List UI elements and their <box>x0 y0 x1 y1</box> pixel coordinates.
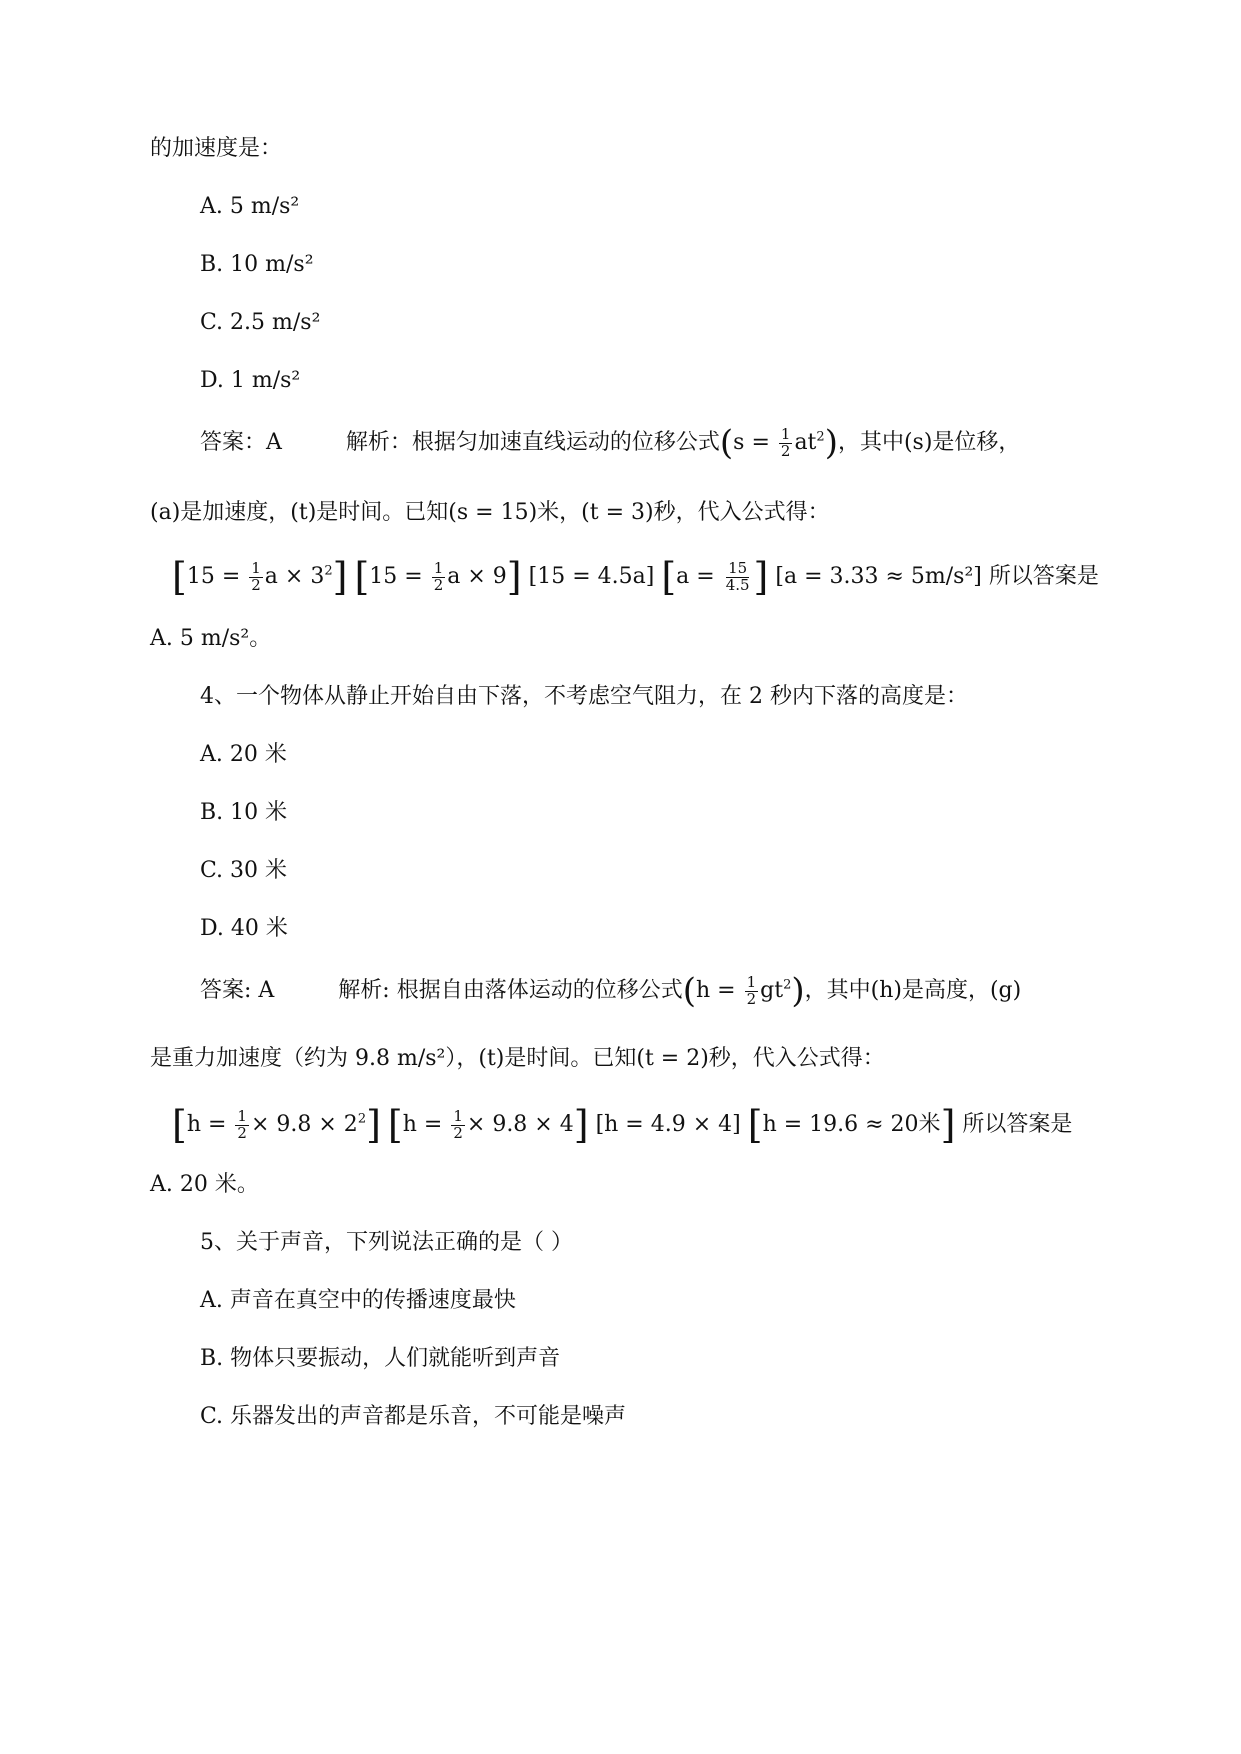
q3-analysis-line2: (a)是加速度，(t)是时间。已知(s = 15)米，(t = 3)秒，代入公式得： <box>150 500 830 525</box>
q3-option-c: C. 2.5 m/s² <box>200 310 321 335</box>
q3-equations: [15 = $\frac{1}{2}$ $a \times 3^2$] [15 = $\frac{1}{2}$ a × 9] [15 = 4.5a] [a = $\frac{15}{4.5}$ ] [a = 3.33 ≈ 5m/s²] 所以答案是 <box>172 555 1099 599</box>
intro-text: 的加速度是： <box>150 136 283 161</box>
q3-answer-line: 答案：A 解析：根据匀加速直线运动的位移公式(s = $\frac{1}{2}$ $at^2$)，其中(s)是位移， <box>200 423 1021 463</box>
q4-option-b: B. 10 米 <box>200 800 288 825</box>
q4-answer-line: 答案: A 解析: 根据自由落体运动的位移公式(h = $\frac{1}{2}$ $gt^2$)，其中(h)是高度，(g) <box>200 971 1022 1011</box>
q3-formula: s = <box>733 430 777 455</box>
q5-question: 5、关于声音，下列说法正确的是（ ） <box>200 1230 573 1255</box>
q5-option-b: B. 物体只要振动，人们就能听到声音 <box>200 1346 561 1371</box>
q3-answer-label: 答案：A <box>200 430 282 455</box>
q3-option-b: B. 10 m/s² <box>200 252 314 277</box>
q4-equations: [h = $\frac{1}{2}$ × $9.8 \times 2^2$] [h = $\frac{1}{2}$ × 9.8 × 4] [h = 4.9 × 4] [h = 19.6 ≈ 20米] 所以答案是 <box>172 1103 1073 1147</box>
q4-answer-label: 答案: A <box>200 978 275 1003</box>
q3-analysis-prefix: 解析：根据匀加速直线运动的位移公式 <box>345 430 720 455</box>
q4-question: 4、一个物体从静止开始自由下落，不考虑空气阻力，在 2 秒内下落的高度是： <box>200 684 968 709</box>
fraction-half: $\frac{1}{2}$ <box>780 424 791 460</box>
q4-option-a: A. 20 米 <box>200 742 287 767</box>
q3-option-a: A. 5 m/s² <box>200 194 300 219</box>
q5-option-c: C. 乐器发出的声音都是乐音，不可能是噪声 <box>200 1404 627 1429</box>
q4-analysis-line2: 是重力加速度（约为 9.8 m/s²），(t)是时间。已知(t = 2)秒，代入公式得： <box>150 1046 885 1071</box>
q4-option-d: D. 40 米 <box>200 916 288 941</box>
q3-option-d: D. 1 m/s² <box>200 368 301 393</box>
q3-final-answer: A. 5 m/s²。 <box>150 626 272 651</box>
q3-after-formula: ，其中(s)是位移， <box>837 430 1021 455</box>
q4-final-answer: A. 20 米。 <box>150 1172 259 1197</box>
q4-option-c: C. 30 米 <box>200 858 288 883</box>
q4-analysis-prefix: 解析: 根据自由落体运动的位移公式 <box>338 978 683 1003</box>
q5-option-a: A. 声音在真空中的传播速度最快 <box>200 1288 516 1313</box>
